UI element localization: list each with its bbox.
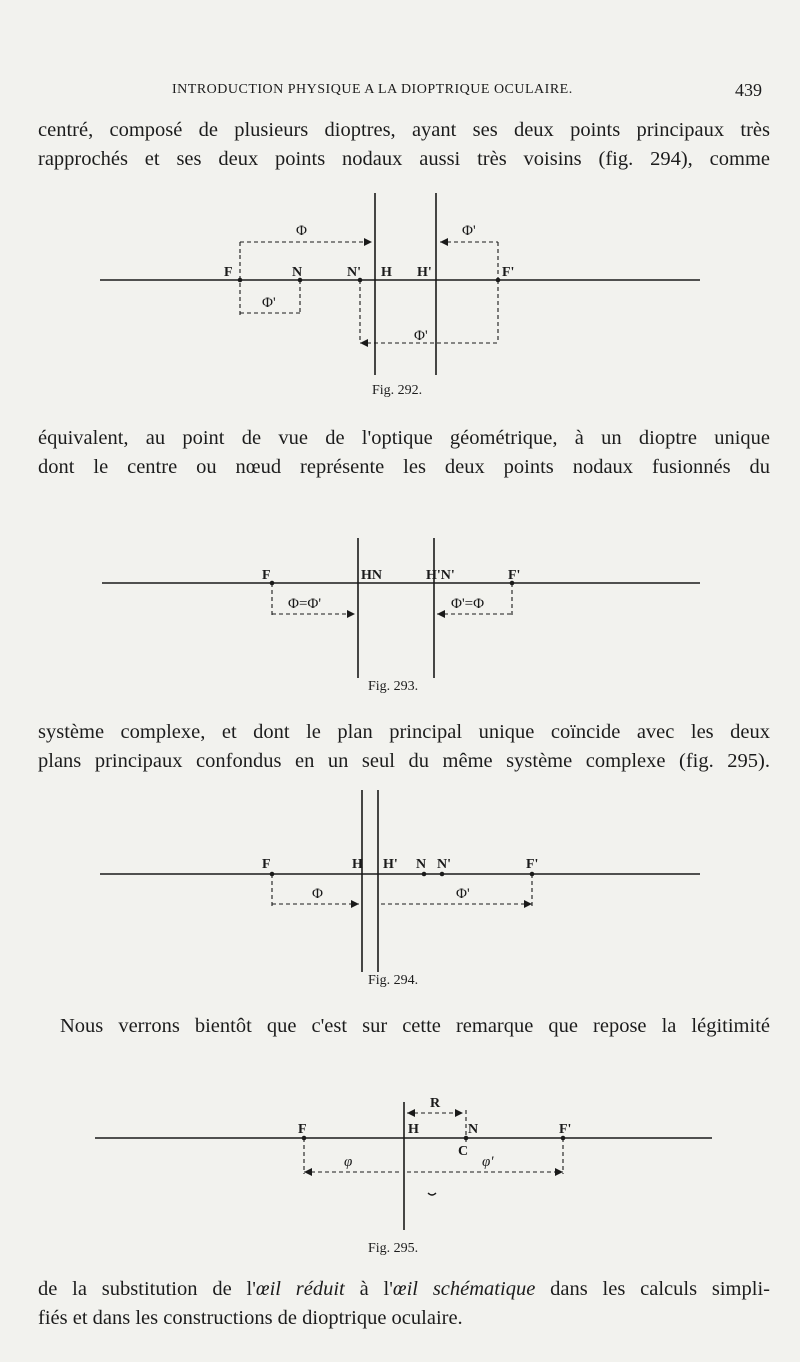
- phi-label: Φ': [262, 295, 276, 311]
- label-f-prime: F': [502, 265, 515, 280]
- text-line: plans principaux confondus en un seul du même système complexe (fig. 295).: [38, 750, 770, 772]
- figure-292: [0, 185, 800, 415]
- phi-label: Φ=Φ': [288, 596, 322, 612]
- label-f: F: [224, 265, 233, 280]
- text-line: système complexe, et dont le plan principal unique coïncide avec les deux: [38, 721, 770, 743]
- label-f: F: [262, 568, 271, 583]
- text-line: Nous verrons bientôt que c'est sur cette remarque que repose la légitimité: [60, 1015, 770, 1037]
- label-h-prime: H': [417, 265, 432, 280]
- text-line: centré, composé de plusieurs dioptres, ayant ses deux points principaux très: [38, 119, 770, 141]
- label-n: N: [292, 265, 303, 280]
- text-line: équivalent, au point de vue de l'optique géométrique, à un dioptre unique: [38, 427, 770, 449]
- phi-label: Φ': [456, 886, 470, 902]
- label-h-prime: H': [383, 857, 398, 872]
- running-header: [172, 82, 762, 106]
- phi-label: φ: [344, 1154, 353, 1170]
- label-f-prime: F': [508, 568, 521, 583]
- phi-label: Φ': [414, 328, 428, 344]
- label-f: F: [262, 857, 271, 872]
- figure-295: [0, 1080, 800, 1260]
- figure-caption: Fig. 292.: [372, 383, 423, 398]
- figure-293: [0, 528, 800, 688]
- label-n-prime: N': [347, 265, 361, 280]
- text-line: dont le centre ou nœud représente les deux points nodaux fusionnés du: [38, 456, 770, 478]
- phi-label: φ': [482, 1154, 494, 1170]
- label-h: H: [381, 265, 392, 280]
- figure-caption: Fig. 295.: [368, 1241, 419, 1256]
- text-line: fiés et dans les constructions de dioptrique oculaire.: [38, 1307, 463, 1329]
- label-n: N: [468, 1122, 479, 1137]
- emphasis: œil réduit: [255, 1278, 345, 1300]
- phi-label: Φ: [312, 886, 323, 902]
- text-run: dans les calculs simpli-: [535, 1278, 770, 1300]
- label-h: H: [352, 857, 363, 872]
- text-run: de la substitution de l': [38, 1278, 256, 1300]
- paragraph-1: [38, 116, 770, 174]
- label-f-prime: F': [526, 857, 539, 872]
- paragraph-5: [38, 1275, 770, 1333]
- figure-caption: Fig. 293.: [368, 679, 419, 694]
- label-hn: HN: [361, 568, 382, 583]
- label-r: R: [430, 1096, 441, 1111]
- text-run: à l': [344, 1278, 393, 1300]
- paragraph-2: [38, 424, 770, 482]
- phi-label: Φ'=Φ: [451, 596, 485, 612]
- emphasis: œil schématique: [392, 1278, 536, 1300]
- paragraph-3: [38, 718, 770, 776]
- paragraph-4: [38, 1012, 770, 1041]
- header-title: INTRODUCTION PHYSIQUE A LA DIOPTRIQUE OCULAIRE.: [172, 82, 573, 97]
- page-number: 439: [735, 80, 762, 100]
- label-n-prime: N': [437, 857, 451, 872]
- label-f-prime: F': [559, 1122, 572, 1137]
- text-line: [38, 1275, 770, 1304]
- figure-caption: Fig. 294.: [368, 973, 419, 988]
- label-h: H: [408, 1122, 419, 1137]
- label-f: F: [298, 1122, 307, 1137]
- phi-label: Φ': [462, 223, 476, 239]
- label-c: C: [458, 1144, 469, 1159]
- label-n: N: [416, 857, 427, 872]
- text-line: rapprochés et ses deux points nodaux aussi très voisins (fig. 294), comme: [38, 148, 770, 170]
- figure-294: [0, 782, 800, 982]
- label-hn-prime: H'N': [426, 568, 455, 583]
- phi-label: Φ: [296, 223, 307, 239]
